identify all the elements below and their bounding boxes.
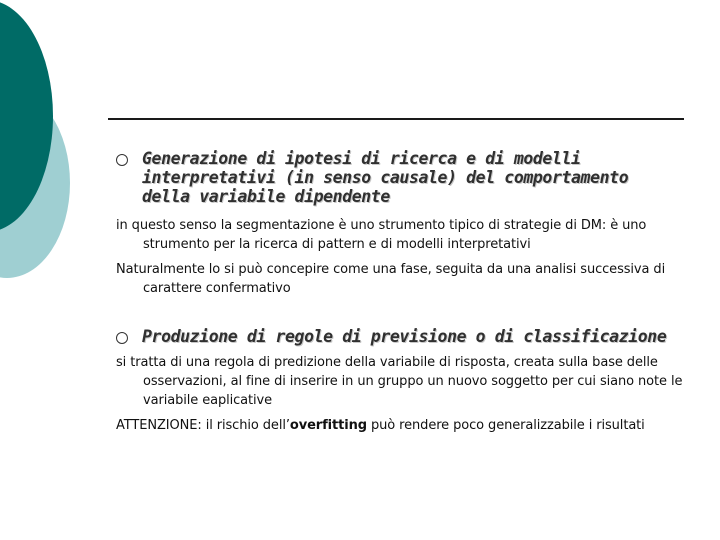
section1-heading <box>142 149 628 206</box>
title-divider <box>108 118 684 120</box>
heading-line: della variabile dipendente <box>142 187 390 206</box>
section2-heading: Produzione di regole di previsione o di classificazione <box>142 327 667 346</box>
section1-paragraph-1: in questo senso la segmentazione è uno strumento tipico di strategie di DM: è uno strumento per la ricerca di pattern e di modelli interpretativi <box>116 218 647 252</box>
overfitting-warning <box>116 416 683 435</box>
heading-line: interpretativi (in senso causale) del comportamento <box>142 168 629 187</box>
overfitting-term: overfitting <box>289 418 367 433</box>
heading-line: Generazione di ipotesi di ricerca e di modelli <box>142 149 581 168</box>
section2-paragraph: si tratta di una regola di predizione della variabile di risposta, creata sulla base delle osservazioni, al fine di inserire in un gruppo un nuovo soggetto per cui siano note le variabile eaplicative <box>116 355 683 408</box>
warning-prefix: ATTENZIONE: il rischio dell’ <box>116 418 290 433</box>
warning-suffix: può rendere poco generalizzabile i risultati <box>366 418 645 433</box>
bullet-icon <box>116 332 128 344</box>
section1-paragraph-2: Naturalmente lo si può concepire come una fase, seguita da una analisi successiva di carattere confermativo <box>116 262 666 296</box>
bullet-icon <box>116 154 128 166</box>
